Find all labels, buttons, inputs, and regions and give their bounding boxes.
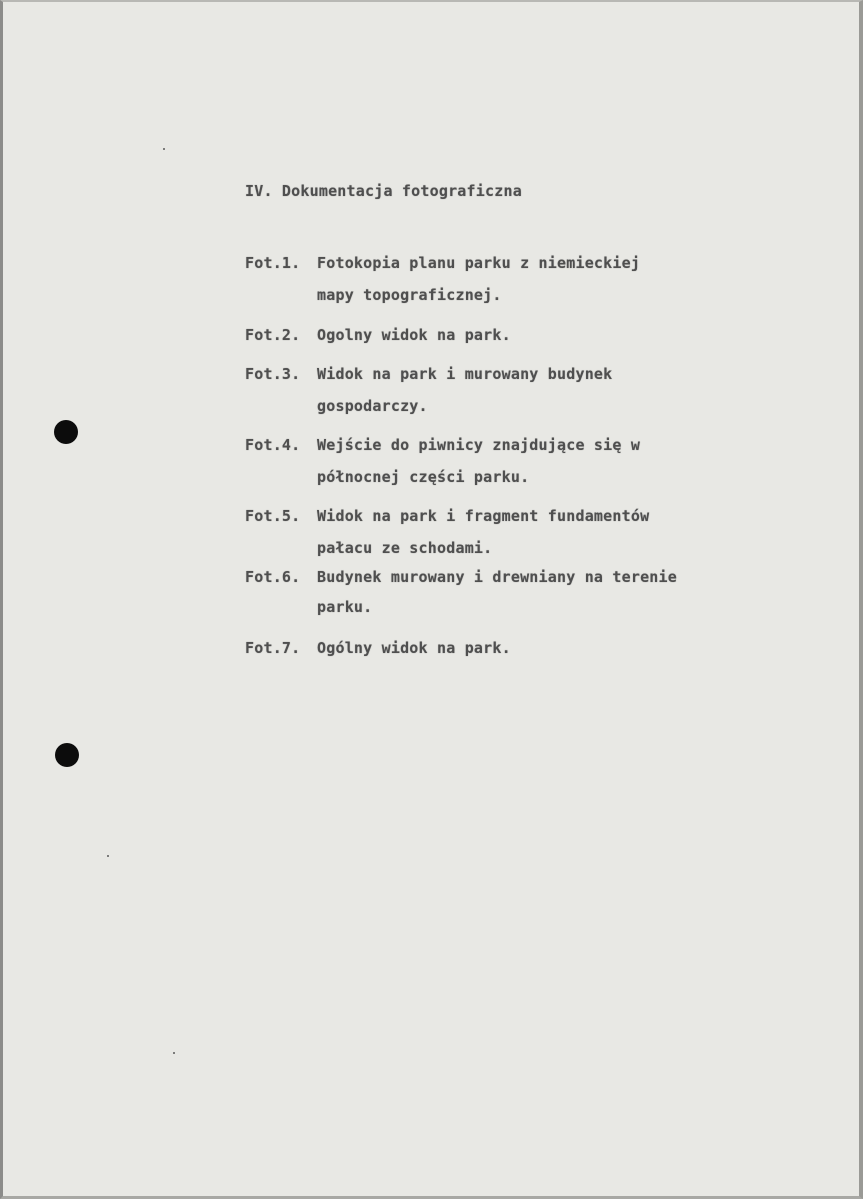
photo-caption-line2: pałacu ze schodami.	[317, 539, 493, 557]
punch-hole-top	[54, 420, 78, 444]
photo-caption-line2: północnej części parku.	[317, 468, 530, 486]
photo-caption-line2: parku.	[317, 598, 373, 616]
section-heading: IV. Dokumentacja fotograficzna	[245, 182, 522, 200]
photo-caption-line2: gospodarczy.	[317, 397, 428, 415]
photo-caption-line1: Fotokopia planu parku z niemieckiej	[317, 254, 641, 272]
photo-caption-line1: Widok na park i murowany budynek	[317, 365, 613, 383]
paper-speck	[107, 855, 109, 857]
photo-caption-line1: Budynek murowany i drewniany na terenie	[317, 568, 677, 586]
punch-hole-bottom	[55, 743, 79, 767]
photo-caption-line2: mapy topograficznej.	[317, 286, 502, 304]
photo-caption-line1: Ogolny widok na park.	[317, 326, 511, 344]
photo-label: Fot.7.	[245, 639, 301, 657]
photo-label: Fot.4.	[245, 436, 301, 454]
paper-speck	[173, 1052, 175, 1054]
photo-label: Fot.1.	[245, 254, 301, 272]
photo-label: Fot.2.	[245, 326, 301, 344]
photo-label: Fot.5.	[245, 507, 301, 525]
photo-label: Fot.6.	[245, 568, 301, 586]
photo-caption-line1: Widok na park i fragment fundamentów	[317, 507, 650, 525]
photo-caption-line1: Wejście do piwnicy znajdujące się w	[317, 436, 641, 454]
photo-caption-line1: Ogólny widok na park.	[317, 639, 511, 657]
paper-speck	[163, 148, 165, 150]
photo-label: Fot.3.	[245, 365, 301, 383]
